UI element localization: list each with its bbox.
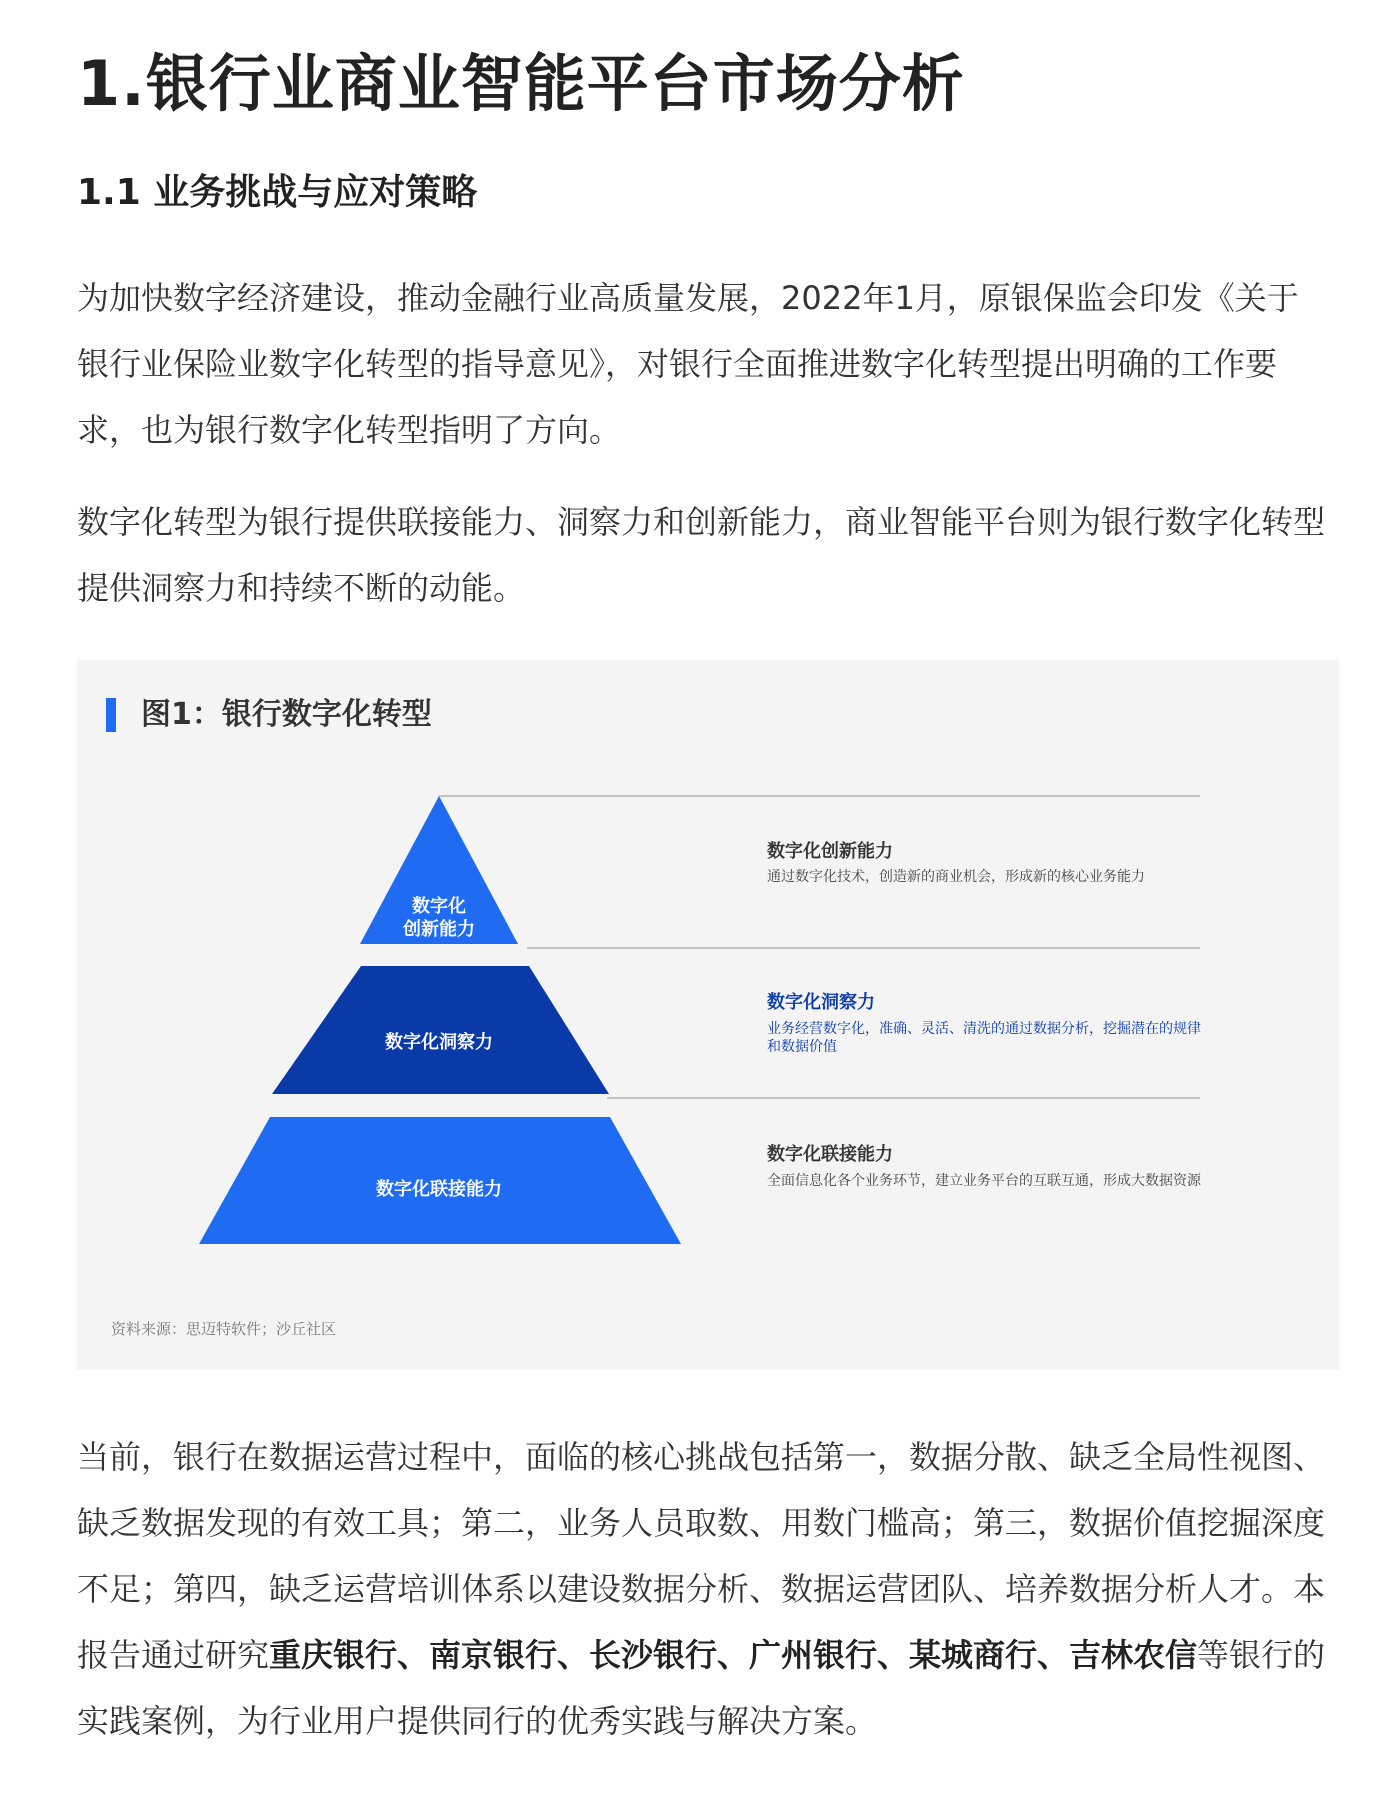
tier-label-insight: 数字化洞察力 <box>385 1032 493 1053</box>
figure-digital-transformation <box>77 660 1339 1370</box>
paragraph-challenges <box>77 1424 1327 1754</box>
pyramid-tier-insight <box>272 966 609 1094</box>
tier-label-innovation-line1: 数字化 <box>412 896 466 917</box>
figure-title: 图1：银行数字化转型 <box>141 697 432 732</box>
paragraph-challenges-ending: 等银行的实践案例，为行业用户提供同行的优秀实践与解决方案。 <box>77 1636 1326 1740</box>
page-title: 1.银行业商业智能平台市场分析 <box>77 47 965 120</box>
paragraph-transformation: 数字化转型为银行提供联接能力、洞察力和创新能力，商业智能平台则为银行数字化转型提供洞察力和持续不断的动能。 <box>77 503 1326 607</box>
level-desc-connection: 全面信息化各个业务环节，建立业务平台的互联互通，形成大数据资源 <box>767 1173 1201 1189</box>
section-title: 1.1 业务挑战与应对策略 <box>77 172 478 213</box>
level-title-innovation: 数字化创新能力 <box>767 841 893 862</box>
pyramid-diagram <box>77 660 1339 1370</box>
level-desc-insight: 业务经营数字化，准确、灵活、清洗的通过数据分析，挖掘潜在的规律和数据价值 <box>767 1021 1201 1055</box>
paragraph-intro: 为加快数字经济建设，推动金融行业高质量发展，2022年1月，原银保监会印发《关于银行业保险业数字化转型的指导意见》，对银行全面推进数字化转型提出明确的工作要求，也为银行数字化转型指明了方向。 <box>77 279 1299 449</box>
level-title-connection: 数字化联接能力 <box>767 1144 893 1165</box>
paragraph-challenges-text: 当前，银行在数据运营过程中，面临的核心挑战包括第一，数据分散、缺乏全局性视图、缺乏数据发现的有效工具；第二，业务人员取数、用数门槛高；第三，数据价值挖掘深度不足；第四，缺乏运营培训体系以建设数据分析、数据运营团队、培养数据分析人才。本报告通过研究 <box>77 1438 1326 1674</box>
figure-source: 资料来源：思迈特软件；沙丘社区 <box>111 1320 337 1338</box>
bank-names-highlight: 重庆银行、南京银行、长沙银行、广州银行、某城商行、吉林农信 <box>269 1636 1198 1674</box>
level-title-insight: 数字化洞察力 <box>767 992 875 1013</box>
level-desc-innovation: 通过数字化技术，创造新的商业机会，形成新的核心业务能力 <box>767 869 1145 885</box>
tier-label-innovation-line2: 创新能力 <box>403 919 475 940</box>
tier-label-connection: 数字化联接能力 <box>376 1179 502 1200</box>
